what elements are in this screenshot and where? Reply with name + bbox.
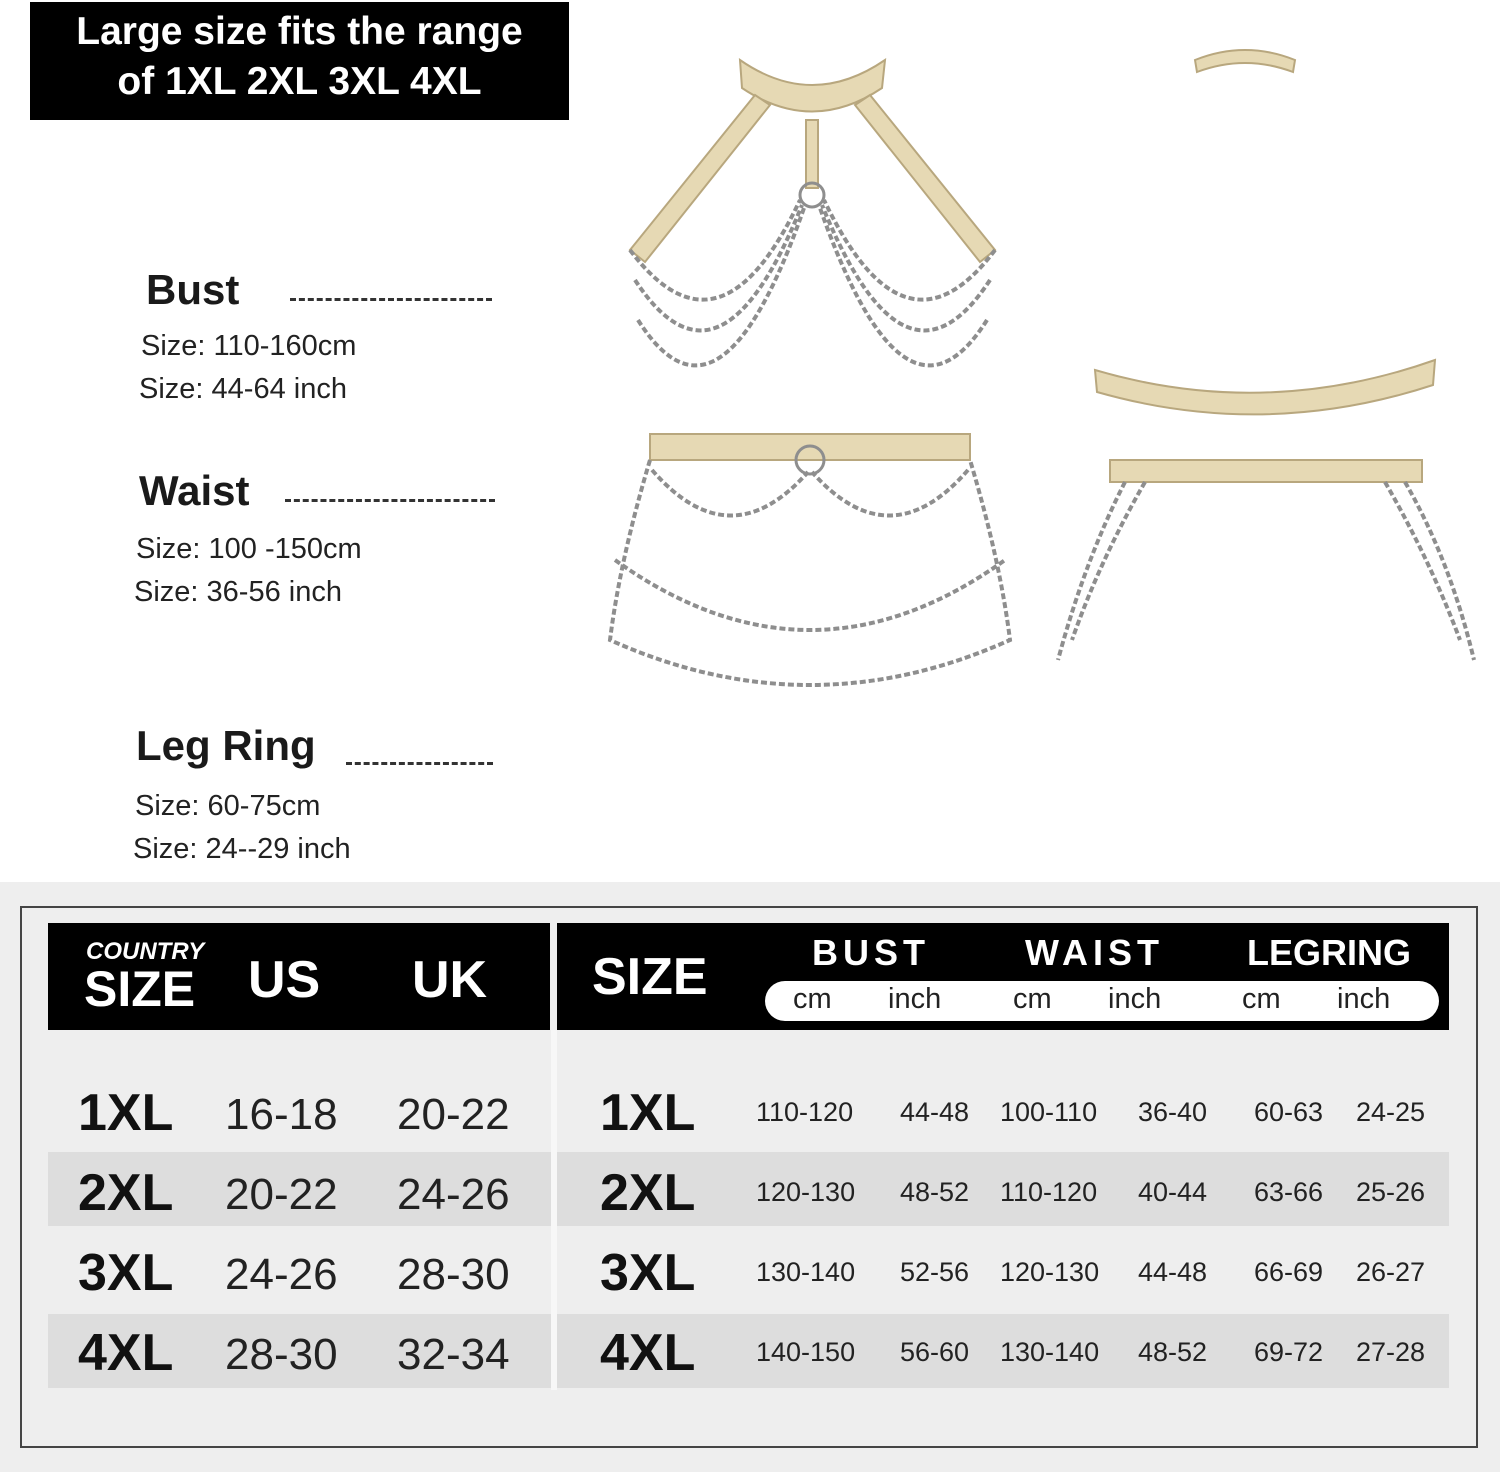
front-view (610, 60, 1010, 685)
table-row-us: 16-18 (225, 1090, 338, 1139)
table-row-size: 3XL (78, 1244, 174, 1302)
leg-ring-leader-line (346, 762, 493, 765)
table-row-bust-cm: 120-130 (756, 1177, 856, 1207)
table-row-bust-inch: 56-60 (900, 1337, 970, 1367)
leg-ring-size-inch: Size: 24--29 inch (133, 833, 351, 865)
table-row-us: 24-26 (225, 1250, 338, 1299)
waist-title: Waist (139, 467, 250, 514)
table-row-leg-inch: 26-27 (1356, 1257, 1426, 1287)
unit-bust-inch: inch (888, 983, 942, 1015)
table-row-uk: 24-26 (397, 1170, 510, 1219)
table-row-waist-inch: 48-52 (1138, 1337, 1208, 1367)
bust-size-cm: Size: 110-160cm (141, 330, 357, 362)
header-us: US (248, 951, 321, 1009)
table-row-size: 1XL (78, 1084, 174, 1142)
header-bust: BUST (812, 932, 930, 973)
table-row-bust-inch: 44-48 (900, 1097, 970, 1127)
banner-line-2: of 1XL 2XL 3XL 4XL (117, 60, 482, 103)
waist-size-cm: Size: 100 -150cm (136, 533, 362, 565)
column-separator (551, 1030, 557, 1390)
table-row-size: 2XL (78, 1164, 174, 1222)
table-row-bust-cm: 140-150 (756, 1337, 856, 1367)
table-row-size-right: 4XL (600, 1324, 696, 1382)
unit-waist-cm: cm (1013, 983, 1052, 1015)
header-size: SIZE (592, 948, 708, 1006)
table-row-leg-inch: 27-28 (1356, 1337, 1426, 1367)
bust-title: Bust (146, 266, 240, 313)
table-row-leg-cm: 63-66 (1254, 1177, 1324, 1207)
table-row-waist-inch: 36-40 (1138, 1097, 1208, 1127)
table-row-bust-inch: 52-56 (900, 1257, 970, 1287)
table-row-size-right: 2XL (600, 1164, 696, 1222)
unit-legring-cm: cm (1242, 983, 1281, 1015)
table-row-size-right: 1XL (600, 1084, 696, 1142)
bust-leader-line (290, 298, 492, 301)
table-row-leg-cm: 60-63 (1254, 1097, 1324, 1127)
table-row-bust-cm: 130-140 (756, 1257, 856, 1287)
table-row-uk: 20-22 (397, 1090, 510, 1139)
table-row-waist-inch: 40-44 (1138, 1177, 1208, 1207)
table-row-waist-cm: 130-140 (1000, 1337, 1100, 1367)
table-row-waist-inch: 44-48 (1138, 1257, 1208, 1287)
table-row-us: 20-22 (225, 1170, 338, 1219)
header-waist: WAIST (1025, 932, 1164, 973)
unit-bust-cm: cm (793, 983, 832, 1015)
waist-leader-line (285, 499, 495, 502)
leg-ring-title: Leg Ring (136, 722, 316, 769)
unit-legring-inch: inch (1337, 983, 1391, 1015)
table-row-bust-inch: 48-52 (900, 1177, 970, 1207)
unit-waist-inch: inch (1108, 983, 1162, 1015)
size-range-banner (30, 2, 569, 120)
header-country-size: SIZE (84, 961, 196, 1017)
header-uk: UK (412, 951, 488, 1009)
bust-size-inch: Size: 44-64 inch (139, 373, 347, 405)
header-legring: LEGRING (1247, 932, 1412, 973)
table-row-us: 28-30 (225, 1330, 338, 1379)
table-row-size: 4XL (78, 1324, 174, 1382)
table-row-leg-cm: 66-69 (1254, 1257, 1324, 1287)
leg-ring-size-cm: Size: 60-75cm (135, 790, 321, 822)
table-row-leg-inch: 24-25 (1356, 1097, 1426, 1127)
table-row-uk: 32-34 (397, 1330, 510, 1379)
table-row-leg-inch: 25-26 (1356, 1177, 1426, 1207)
header-country: COUNTRY (86, 938, 205, 965)
table-row-bust-cm: 110-120 (756, 1097, 854, 1127)
table-row-uk: 28-30 (397, 1250, 510, 1299)
table-row-leg-cm: 69-72 (1254, 1337, 1324, 1367)
table-row-size-right: 3XL (600, 1244, 696, 1302)
table-row-waist-cm: 110-120 (1000, 1177, 1098, 1207)
body-chain-harness-illustration (590, 40, 1490, 720)
waist-size-inch: Size: 36-56 inch (134, 576, 342, 608)
table-row-waist-cm: 100-110 (1000, 1097, 1098, 1127)
back-view (1058, 50, 1474, 660)
table-row-waist-cm: 120-130 (1000, 1257, 1100, 1287)
banner-line-1: Large size fits the range (76, 10, 523, 53)
